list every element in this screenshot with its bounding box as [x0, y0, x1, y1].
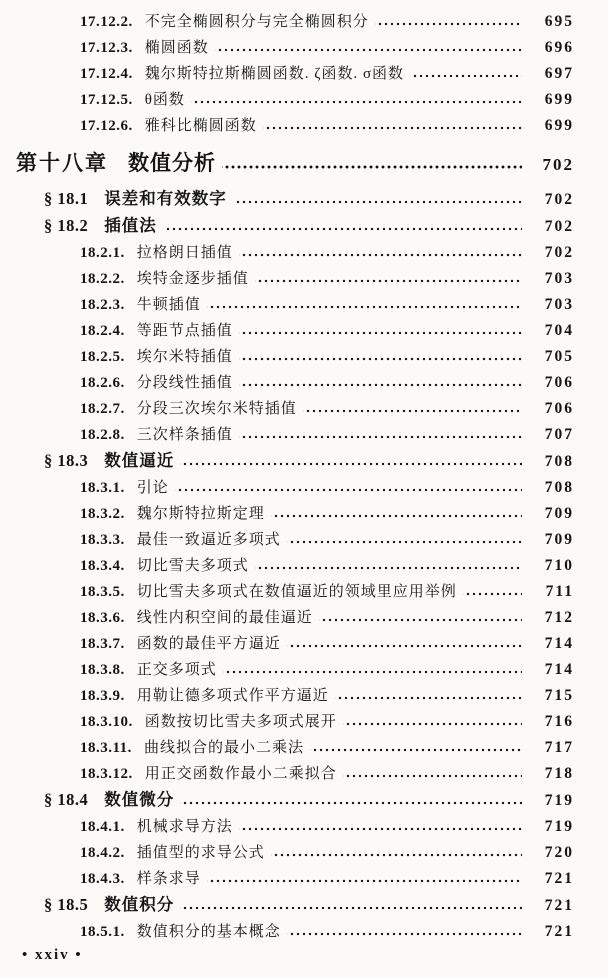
entry-page-number: 720 [544, 844, 574, 861]
dot-leader [287, 631, 522, 657]
dot-leader [271, 840, 522, 866]
entry-page-number: 714 [544, 635, 574, 652]
entry-page-number: 704 [544, 322, 574, 339]
entry-title: 样条求导 [136, 871, 201, 887]
toc-entry [14, 553, 574, 579]
entry-page-number: 695 [544, 13, 574, 30]
dot-leader [239, 240, 522, 266]
entry-page-number: 712 [544, 609, 574, 626]
dot-leader [180, 787, 522, 814]
entry-number: 18.4.2. [80, 845, 125, 861]
toc-entry [14, 527, 574, 553]
entry-number: 18.2.2. [80, 271, 125, 287]
entry-page-number: 702 [544, 191, 574, 208]
entry-page-number: 714 [544, 661, 574, 678]
dot-leader [239, 370, 522, 396]
entry-page-number: 699 [544, 91, 574, 108]
toc-entry [14, 61, 574, 87]
entry-title: 数值积分 [104, 895, 175, 914]
entry-title: 插值型的求导公式 [136, 845, 265, 861]
entry-title: θ函数 [144, 92, 185, 108]
toc-entry [14, 814, 574, 840]
dot-leader [255, 553, 522, 579]
dot-leader [287, 527, 522, 553]
entry-title: 数值积分的基本概念 [136, 924, 281, 940]
dot-leader [271, 501, 522, 527]
entry-title: 用勒让德多项式作平方逼近 [136, 688, 329, 704]
dot-leader [375, 9, 522, 35]
toc-entry [14, 840, 574, 866]
entry-title: 分段三次埃尔米特插值 [136, 401, 297, 417]
entry-number: 第十八章 [16, 151, 108, 175]
dot-leader [239, 814, 522, 840]
entry-title: 函数按切比雪夫多项式展开 [144, 714, 337, 730]
entry-title: 误差和有效数字 [104, 189, 227, 208]
entry-number: 18.2.6. [80, 375, 125, 391]
dot-leader [233, 186, 522, 213]
entry-title: 等距节点插值 [136, 323, 233, 339]
toc-entry [14, 9, 574, 35]
toc-entry [14, 87, 574, 113]
dot-leader [410, 61, 522, 87]
entry-title: 数值分析 [128, 151, 216, 175]
toc-entry [14, 113, 574, 139]
toc-entry [14, 292, 574, 318]
toc-entry [14, 866, 574, 892]
toc-entry [14, 147, 574, 181]
entry-page-number: 711 [545, 583, 574, 600]
toc-entry [14, 761, 574, 787]
dot-leader [343, 709, 522, 735]
entry-number: 17.12.4. [80, 66, 133, 82]
entry-number: 18.2.7. [80, 401, 125, 417]
entry-page-number: 719 [544, 818, 574, 835]
page-footer-roman-numeral: • xxiv • [22, 947, 83, 963]
entry-page-number: 719 [544, 792, 574, 809]
entry-page-number: 715 [544, 687, 574, 704]
entry-number: § 18.4 [44, 790, 89, 809]
entry-number: 17.12.6. [80, 118, 133, 134]
entry-number: § 18.5 [44, 895, 89, 914]
entry-number: 18.3.5. [80, 584, 125, 600]
entry-page-number: 718 [544, 765, 574, 782]
entry-number: 17.12.2. [80, 14, 133, 30]
entry-page-number: 708 [544, 479, 574, 496]
entry-number: 18.3.10. [80, 714, 133, 730]
entry-page-number: 721 [544, 897, 574, 914]
entry-number: § 18.1 [44, 189, 89, 208]
entry-page-number: 702 [544, 244, 574, 261]
toc-entry [14, 605, 574, 631]
entry-number: 18.5.1. [80, 924, 125, 940]
entry-title: 插值法 [104, 216, 157, 235]
dot-leader [343, 761, 522, 787]
toc-entry [14, 709, 574, 735]
entry-title: 埃尔米特插值 [136, 349, 233, 365]
entry-title: 正交多项式 [136, 662, 217, 678]
entry-number: 18.3.6. [80, 610, 125, 626]
dot-leader [180, 892, 522, 919]
dot-leader [222, 147, 522, 181]
toc-entry [14, 579, 574, 605]
entry-number: § 18.3 [44, 451, 89, 470]
entry-title: 引论 [136, 480, 169, 496]
entry-title: 牛顿插值 [136, 297, 201, 313]
dot-leader [255, 266, 522, 292]
entry-number: 18.3.1. [80, 480, 125, 496]
entry-number: 18.3.3. [80, 532, 125, 548]
entry-number: 18.2.4. [80, 323, 125, 339]
entry-title: 切比雪夫多项式在数值逼近的领域里应用举例 [136, 584, 457, 600]
toc-entry [14, 501, 574, 527]
dot-leader [191, 87, 522, 113]
dot-leader [239, 422, 522, 448]
entry-page-number: 710 [544, 557, 574, 574]
entry-title: 魏尔斯特拉斯定理 [136, 506, 265, 522]
entry-number: 17.12.3. [80, 40, 133, 56]
entry-page-number: 721 [544, 923, 574, 940]
entry-title: 拉格朗日插值 [136, 245, 233, 261]
dot-leader [310, 735, 522, 761]
entry-page-number: 709 [544, 505, 574, 522]
toc-entry [14, 240, 574, 266]
entry-number: 18.2.5. [80, 349, 125, 365]
dot-leader [319, 605, 522, 631]
toc-entry [14, 266, 574, 292]
entry-page-number: 716 [544, 713, 574, 730]
entry-page-number: 721 [544, 870, 574, 887]
entry-number: 18.4.1. [80, 819, 125, 835]
entry-page-number: 706 [544, 400, 574, 417]
entry-title: 最佳一致逼近多项式 [136, 532, 281, 548]
toc-entry [14, 657, 574, 683]
toc-entry [14, 396, 574, 422]
entry-number: 18.3.9. [80, 688, 125, 704]
entry-number: 18.3.11. [80, 740, 132, 756]
entry-page-number: 707 [544, 426, 574, 443]
entry-title: 分段线性插值 [136, 375, 233, 391]
dot-leader [207, 866, 522, 892]
toc-entry [14, 683, 574, 709]
entry-page-number: 708 [544, 453, 574, 470]
toc-entry [14, 475, 574, 501]
toc-entry [14, 213, 574, 240]
toc-entry [14, 35, 574, 61]
entry-number: 18.3.12. [80, 766, 133, 782]
entry-page-number: 717 [544, 739, 574, 756]
entry-title: 线性内积空间的最佳逼近 [136, 610, 313, 626]
entry-page-number: 705 [544, 348, 574, 365]
toc-entry [14, 735, 574, 761]
entry-title: 数值逼近 [104, 451, 175, 470]
toc-entry [14, 422, 574, 448]
entry-number: 18.2.1. [80, 245, 125, 261]
toc-entry [14, 370, 574, 396]
entry-page-number: 709 [544, 531, 574, 548]
entry-title: 用正交函数作最小二乘拟合 [144, 766, 337, 782]
entry-title: 函数的最佳平方逼近 [136, 636, 281, 652]
entry-page-number: 703 [544, 296, 574, 313]
entry-number: 18.3.8. [80, 662, 125, 678]
entry-title: 魏尔斯特拉斯椭圆函数. ζ函数. σ函数 [144, 66, 405, 82]
toc-entry [14, 892, 574, 919]
toc-entry [14, 318, 574, 344]
toc-entry [14, 448, 574, 475]
toc-entry [14, 344, 574, 370]
dot-leader [207, 292, 522, 318]
entry-title: 切比雪夫多项式 [136, 558, 249, 574]
entry-title: 机械求导方法 [136, 819, 233, 835]
toc-entry [14, 919, 574, 945]
entry-title: 雅科比椭圆函数 [144, 118, 257, 134]
dot-leader [239, 344, 522, 370]
entry-number: 18.3.7. [80, 636, 125, 652]
entry-page-number: 702 [542, 155, 574, 174]
entry-title: 数值微分 [104, 790, 175, 809]
dot-leader [239, 318, 522, 344]
entry-title: 三次样条插值 [136, 427, 233, 443]
entry-page-number: 699 [544, 117, 574, 134]
entry-page-number: 702 [544, 218, 574, 235]
dot-leader [303, 396, 522, 422]
toc-entry [14, 631, 574, 657]
entry-number: 18.4.3. [80, 871, 125, 887]
dot-leader [287, 919, 522, 945]
dot-leader [163, 213, 522, 240]
entry-page-number: 703 [544, 270, 574, 287]
dot-leader [335, 683, 522, 709]
entry-number: 18.3.2. [80, 506, 125, 522]
entry-number: 18.3.4. [80, 558, 125, 574]
entry-number: § 18.2 [44, 216, 89, 235]
entry-title: 不完全椭圆积分与完全椭圆积分 [144, 14, 369, 30]
entry-number: 17.12.5. [80, 92, 133, 108]
dot-leader [175, 475, 522, 501]
entry-number: 18.2.3. [80, 297, 125, 313]
toc-entry [14, 186, 574, 213]
toc-entry [14, 787, 574, 814]
entry-title: 椭圆函数 [144, 40, 209, 56]
entry-title: 埃特金逐步插值 [136, 271, 249, 287]
dot-leader [215, 35, 522, 61]
entry-number: 18.2.8. [80, 427, 125, 443]
entry-title: 曲线拟合的最小二乘法 [143, 740, 304, 756]
toc-list [14, 9, 574, 945]
entry-page-number: 696 [544, 39, 574, 56]
dot-leader [180, 448, 522, 475]
dot-leader [463, 579, 522, 605]
dot-leader [223, 657, 522, 683]
entry-page-number: 706 [544, 374, 574, 391]
entry-page-number: 697 [544, 65, 574, 82]
dot-leader [263, 113, 522, 139]
